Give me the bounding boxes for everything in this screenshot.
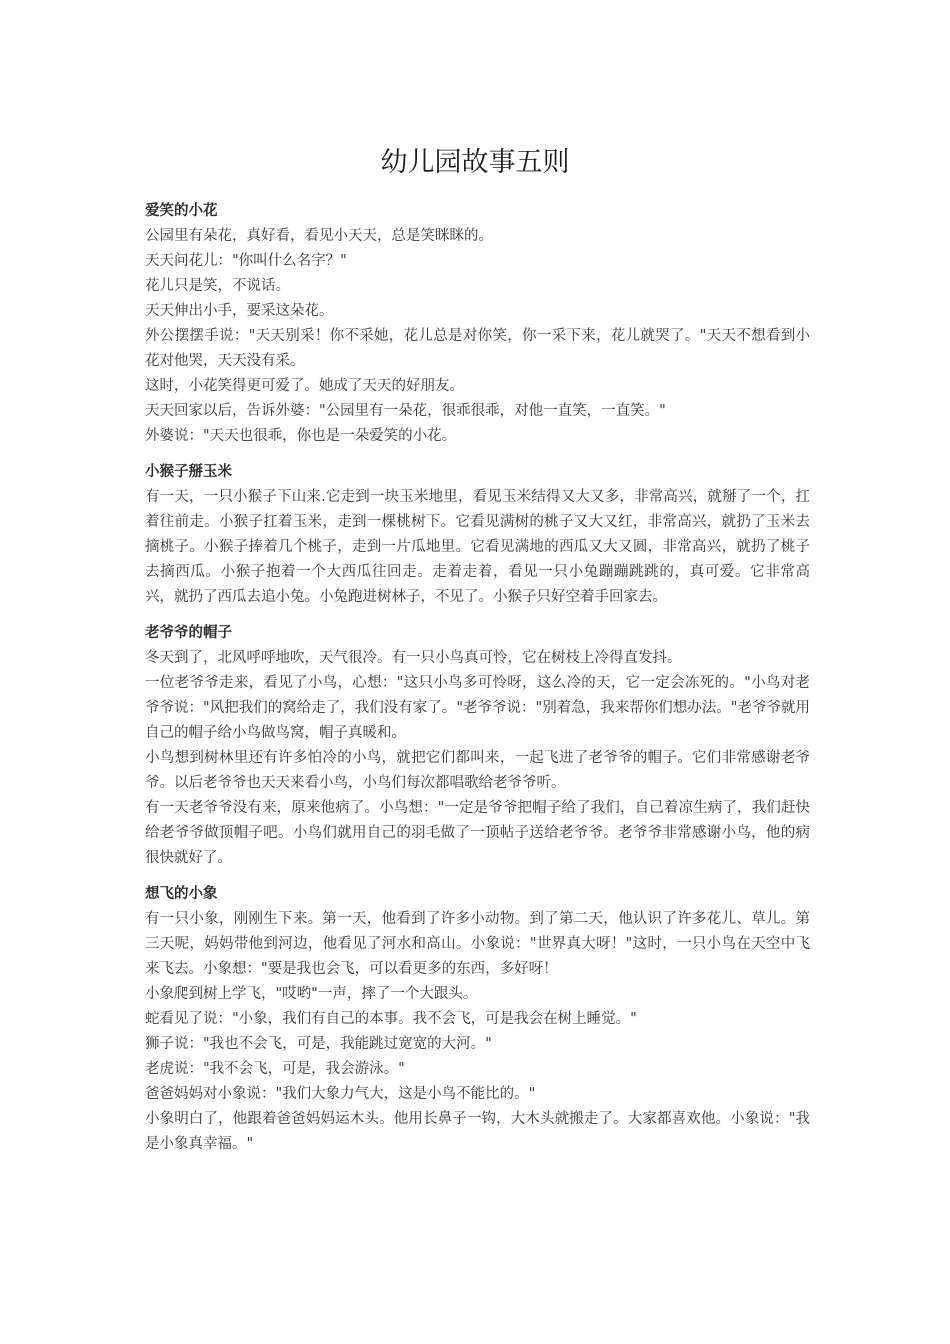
story-paragraph: 天天伸出小手，要采这朵花。	[145, 303, 334, 319]
story-title: 爱笑的小花	[145, 203, 218, 219]
story-paragraph: 有一天，一只小猴子下山来.它走到一块玉米地里，看见玉米结得又大又多，非常高兴，就掰了一个，扛着往前走。小猴子扛着玉米，走到一棵桃树下。它看见满树的桃子又大又红，非常高兴，就扔了玉米去摘桃子。小猴子捧着几个桃子，走到一片瓜地里。它看见满地的西瓜又大又圆，非常高兴，就扔了桃子去摘西瓜。小猴子抱着一个大西瓜往回走。走着走着，看见一只小兔蹦蹦跳跳的，真可爱。它非常高兴，就扔了西瓜去追小兔。小兔跑进树林子，不见了。小猴子只好空着手回家去。	[145, 489, 810, 605]
story-paragraph: 冬天到了，北风呼呼地吹，天气很冷。有一只小鸟真可怜，它在树枝上冷得直发抖。	[145, 650, 682, 666]
story-paragraph: 小象爬到树上学飞，"哎哟"一声，摔了一个大跟头。	[145, 986, 478, 1002]
story-paragraph: 一位老爷爷走来，看见了小鸟，心想："这只小鸟多可怜呀，这么冷的天，它一定会冻死的。"小鸟对老爷爷说："风把我们的窝给走了，我们没有家了。"老爷爷说："别着急，我来帮你们想办法。"老爷爷就用自己的帽子给小鸟做鸟窝，帽子真暖和。	[145, 675, 810, 741]
story-paragraph: 老虎说："我不会飞，可是，我会游泳。"	[145, 1061, 405, 1077]
story-paragraph: 公园里有朵花，真好看，看见小天天，总是笑眯眯的。	[145, 228, 493, 244]
story-grandpa-hat	[145, 621, 810, 871]
story-monkey-corn	[145, 460, 810, 610]
story-paragraph: 外婆说："天天也很乖，你也是一朵爱笑的小花。	[145, 428, 457, 444]
story-title: 想飞的小象	[145, 886, 218, 902]
story-paragraph: 小象明白了，他跟着爸爸妈妈运木头。他用长鼻子一钩，大木头就搬走了。大家都喜欢他。小象说："我是小象真幸福。"	[145, 1111, 810, 1152]
story-paragraph: 外公摆摆手说："天天别采！你不采她，花儿总是对你笑，你一采下来，花儿就哭了。"天天不想看到小花对他哭，天天没有采。	[145, 328, 810, 369]
story-paragraph: 小鸟想到树林里还有许多怕冷的小鸟，就把它们都叫来，一起飞进了老爷爷的帽子。它们非常感谢老爷爷。以后老爷爷也天天来看小鸟，小鸟们每次都唱歌给老爷爷听。	[145, 750, 810, 791]
story-flying-elephant	[145, 882, 810, 1157]
story-paragraph: 这时，小花笑得更可爱了。她成了天天的好朋友。	[145, 378, 464, 394]
story-paragraph: 狮子说："我也不会飞，可是，我能跳过宽宽的大河。"	[145, 1036, 492, 1052]
story-paragraph: 有一只小象，刚刚生下来。第一天，他看到了许多小动物。到了第二天，他认识了许多花儿、草儿。第三天呢，妈妈带他到河边，他看见了河水和高山。小象说："世界真大呀！"这时，一只小鸟在天空中飞来飞去。小象想："要是我也会飞，可以看更多的东西，多好呀！	[145, 911, 810, 977]
story-title: 老爷爷的帽子	[145, 625, 232, 641]
story-paragraph: 爸爸妈妈对小象说："我们大象力气大，这是小鸟不能比的。"	[145, 1086, 536, 1102]
story-smiling-flower	[145, 199, 810, 449]
story-paragraph: 天天回家以后，告诉外婆："公园里有一朵花，很乖很乖，对他一直笑，一直笑。"	[145, 403, 666, 419]
story-paragraph: 蛇看见了说："小象，我们有自己的本事。我不会飞，可是我会在树上睡觉。"	[145, 1011, 637, 1027]
story-paragraph: 天天问花儿："你叫什么名字？"	[145, 253, 347, 269]
story-paragraph: 花儿只是笑，不说话。	[145, 278, 290, 294]
document-body	[145, 199, 810, 1168]
document-title: 幼儿园故事五则	[380, 147, 570, 178]
story-paragraph: 有一天老爷爷没有来，原来他病了。小鸟想："一定是爷爷把帽子给了我们，自己着凉生病了，我们赶快给老爷爷做顶帽子吧。小鸟们就用自己的羽毛做了一顶帖子送给老爷爷。老爷爷非常感谢小鸟，他的病很快就好了。	[145, 800, 810, 866]
story-title: 小猴子掰玉米	[145, 464, 232, 480]
